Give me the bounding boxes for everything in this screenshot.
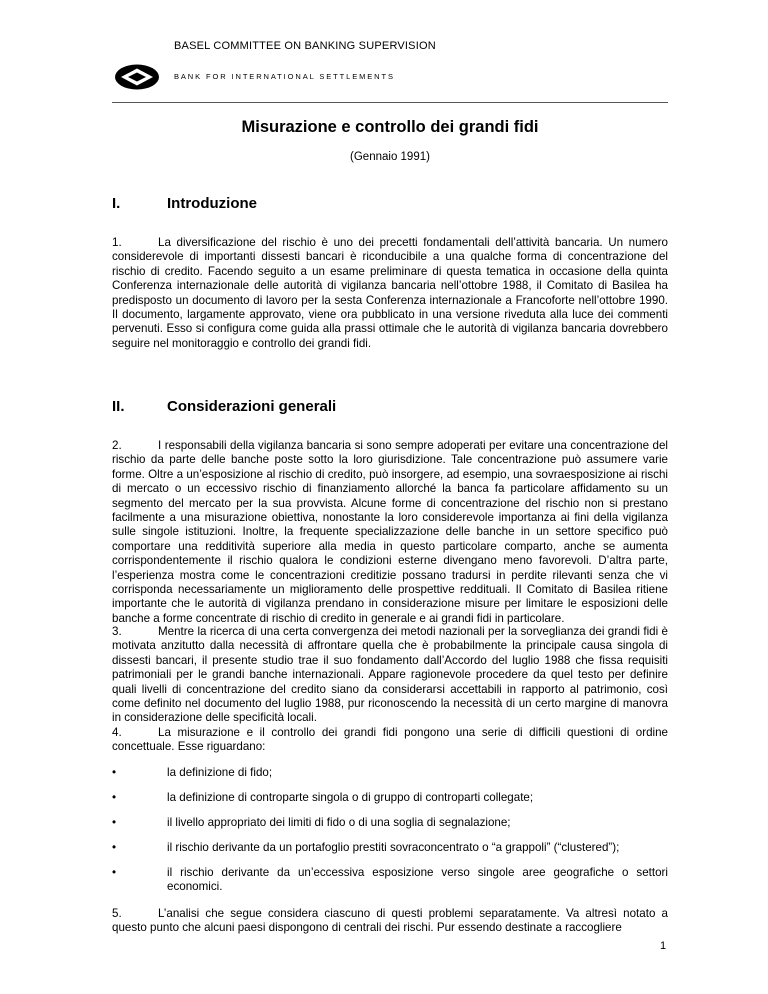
bullet-icon: • — [112, 866, 117, 879]
section-title: Considerazioni generali — [167, 398, 337, 415]
paragraph-5 — [112, 907, 668, 936]
list-item-text: il livello appropriato dei limiti di fido o di una soglia di segnalazione; — [167, 816, 511, 829]
bullet-icon: • — [112, 841, 117, 854]
paragraph-text: La diversificazione del rischio è uno dei precetti fondamentali dell’attività bancaria. Un numero considerevole di importanti dissesti bancari è riconducibile a una qualche forma di concentrazione del rischio di credito. Facendo seguito a un esame preliminare di questa tematica in occasione della quinta Conferenza internazionale delle autorità di vigilanza bancaria nell’ottobre 1988, il Comitato di Basilea ha predisposto un documento di lavoro per la sesta Conferenza internazionale a Francoforte nell’ottobre 1990. Il documento, largamente approvato, viene ora pubblicato in una versione riveduta alla luce dei commenti pervenuti. Esso si configura come guida alla prassi ottimale che le autorità di vigilanza bancaria dovrebbero seguire nel monitoraggio e controllo dei grandi fidi. — [112, 236, 668, 350]
paragraph-number: 2. — [112, 439, 122, 452]
committee-name: BASEL COMMITTEE ON BANKING SUPERVISION — [174, 40, 436, 52]
paragraph-text: La misurazione e il controllo dei grandi fidi pongono una serie di difficili questioni di ordine concettuale. Esse riguardano: — [112, 726, 668, 754]
header-divider — [112, 102, 668, 103]
paragraph-number: 4. — [112, 726, 122, 739]
list-item-text: la definizione di controparte singola o di gruppo di controparti collegate; — [167, 791, 534, 804]
list-item — [112, 841, 668, 855]
page-number: 1 — [660, 940, 667, 952]
document-title: Misurazione e controllo dei grandi fidi — [241, 118, 539, 136]
paragraph-1 — [112, 236, 668, 351]
section-heading-1 — [112, 195, 668, 212]
section-title: Introduzione — [167, 195, 257, 212]
paragraph-3 — [112, 625, 668, 726]
bis-name: BANK FOR INTERNATIONAL SETTLEMENTS — [174, 72, 395, 81]
list-item — [112, 766, 668, 780]
paragraph-text: Mentre la ricerca di una certa convergenza dei metodi nazionali per la sorveglianza dei grandi fidi è motivata anzitutto dalla necessità di affrontare quella che è probabilmente la principale causa singola di dissesti bancari, il presente studio trae il suo fondamento dall’Accordo del luglio 1988 che fissa requisiti patrimoniali per le grandi banche internazionali. Appare ragionevole procedere da quel testo per definire quali livelli di concentrazione del credito siano da considerarsi accettabili in rapporto al patrimonio, così come definito nel documento del luglio 1988, pur riconoscendo la necessità di un certo margine di manovra in considerazione delle specificità locali. — [112, 625, 668, 725]
paragraph-number: 3. — [112, 625, 122, 638]
list-item-text: il rischio derivante da un’eccessiva esposizione verso singole aree geografiche o settori economici. — [167, 866, 668, 894]
list-item — [112, 866, 668, 895]
bullet-icon: • — [112, 766, 117, 779]
paragraph-text: L’analisi che segue considera ciascuno di questi problemi separatamente. Va altresì notato a questo punto che alcuni paesi dispongono di centrali dei rischi. Pur essendo destinate a raccogliere — [112, 907, 668, 935]
paragraph-4 — [112, 726, 668, 755]
document-header — [112, 30, 670, 90]
list-item-text: la definizione di fido; — [167, 766, 273, 779]
bis-logo-icon — [114, 64, 160, 90]
paragraph-number: 5. — [112, 907, 122, 920]
list-item — [112, 791, 668, 805]
document-date: (Gennaio 1991) — [350, 151, 430, 163]
bullet-icon: • — [112, 816, 117, 829]
section-number: II. — [112, 398, 125, 415]
paragraph-text: I responsabili della vigilanza bancaria si sono sempre adoperati per evitare una concentrazione del rischio da parte delle banche poste sotto la loro giurisdizione. Tale concentrazione può assumere varie forme. Oltre a un’esposizione al rischio di credito, può insorgere, ad esempio, una sovraesposizione ai rischi di mercato o un eccessivo rischio di finanziamento allorché la banca fa particolare affidamento su un segmento del mercato per la sua provvista. Alcune forme di concentrazione del rischio non si prestano facilmente a una misurazione obiettiva, nonostante la loro considerevole importanza ai fini della vigilanza sulle singole istituzioni. Inoltre, la frequente specializzazione delle banche in un settore specifico può comportare una redditività superiore alla media in questo particolare comparto, anche se aumenta corrispondentemente il rischio qualora le condizioni esterne divengano meno favorevoli. D’altra parte, l’esperienza mostra come le concentrazioni creditizie possano tradursi in perdite rilevanti senza che vi corrisponda necessariamente un miglioramento delle prospettive reddituali. Il Comitato di Basilea ritiene importante che le autorità di vigilanza prendano in considerazione misure per limitare le esposizioni delle banche a forme concentrate di rischio di credito in generale e ai grandi fidi in particolare. — [112, 439, 668, 625]
section-heading-2 — [112, 398, 668, 415]
section-number: I. — [112, 195, 121, 212]
paragraph-2 — [112, 439, 668, 626]
bullet-icon: • — [112, 791, 117, 804]
paragraph-number: 1. — [112, 236, 122, 249]
list-item-text: il rischio derivante da un portafoglio prestiti sovraconcentrato o “a grappoli” (“clustered”); — [167, 841, 620, 854]
list-item — [112, 816, 668, 830]
